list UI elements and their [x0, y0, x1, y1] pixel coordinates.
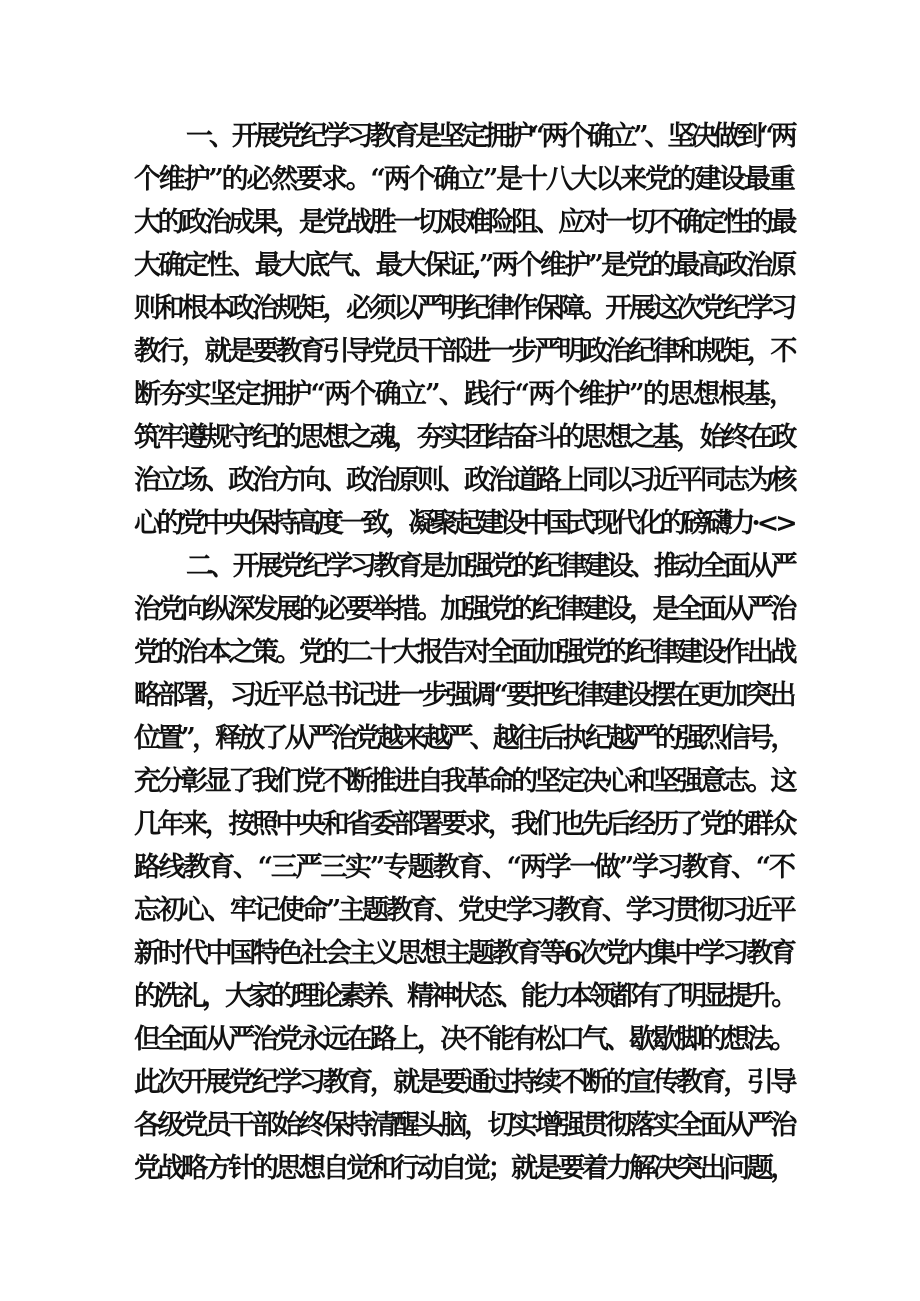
paragraph-1-line-1: 一、开展党纪学习教育是坚定拥护“两个确立”、坚决做到“两 — [186, 121, 794, 152]
paragraph-2-line-15: 党战略方针的思想自觉和行动自觉；就是要着力解决突出问题， — [134, 1153, 794, 1184]
paragraph-1-line-3: 大的政治成果，是党战胜一切艰难险阻、应对一切不确定性的最 — [134, 207, 794, 238]
paragraph-1-line-10: 心的党中央保持高度一致，凝聚起建设中国式现代化的磅礴力·<> — [134, 508, 794, 539]
paragraph-2-line-13: 此次开展党纪学习教育，就是要通过持续不断的宣传教育，引导 — [134, 1067, 794, 1098]
paragraph-1-line-2: 个维护”的必然要求。“两个确立”是十八大以来党的建设最重 — [134, 164, 794, 195]
paragraph-1-line-9: 治立场、政治方向、政治原则、政治道路上同以习近平同志为核 — [134, 465, 794, 496]
paragraph-2-line-9: 忘初心、牢记使命”主题教育、党史学习教育、学习贯彻习近平 — [134, 895, 794, 926]
paragraph-2-line-1: 二、开展党纪学习教育是加强党的纪律建设、推动全面从严 — [186, 551, 794, 582]
paragraph-2-line-4: 略部署，习近平总书记进一步强调“要把纪律建设摆在更加突出 — [134, 680, 794, 711]
paragraph-1-line-5: 则和根本政治规矩，必须以严明纪律作保障。开展这次党纪学习 — [134, 293, 794, 324]
paragraph-2-line-6: 充分彰显了我们党不断推进自我革命的坚定决心和坚强意志。这 — [134, 766, 794, 797]
paragraph-2-line-11: 的洗礼，大家的理论素养、精神状态、能力本领都有了明显提升。 — [134, 981, 794, 1012]
paragraph-1-line-7: 断夯实坚定拥护“两个确立”、践行“两个维护”的思想根基， — [134, 379, 795, 410]
paragraph-1-line-6: 教行，就是要教育引导党员干部进一步严明政治纪律和规矩，不 — [134, 336, 794, 367]
paragraph-2-line-3: 党的治本之策。党的二十大报告对全面加强党的纪律建设作出战 — [134, 637, 794, 668]
paragraph-1-line-4: 大确定性、最大底气、最大保证,”两个维护”是党的最高政治原 — [134, 250, 795, 281]
paragraph-2-line-7: 几年来，按照中央和省委部署要求，我们也先后经历了党的群众 — [134, 809, 794, 840]
paragraph-2-line-2: 治党向纵深发展的必要举措。加强党的纪律建设，是全面从严治 — [134, 594, 794, 625]
paragraph-2-line-8: 路线教育、“三严三实”专题教育、“两学一做”学习教育、“不 — [134, 852, 794, 883]
paragraph-1-line-8: 筑牢遵规守纪的思想之魂，夯实团结奋斗的思想之基，始终在政 — [134, 422, 794, 453]
paragraph-2-line-14: 各级党员干部始终保持清醒头脑，切实增强贯彻落实全面从严治 — [134, 1110, 794, 1141]
paragraph-2-line-5: 位置”，释放了从严治党越来越严、越往后执纪越严的强烈信号， — [134, 723, 794, 754]
paragraph-2-line-12: 但全面从严治党永远在路上，决不能有松口气、歇歇脚的想法。 — [134, 1024, 794, 1055]
paragraph-2-line-10: 新时代中国特色社会主义思想主题教育等6次党内集中学习教育 — [134, 938, 794, 969]
